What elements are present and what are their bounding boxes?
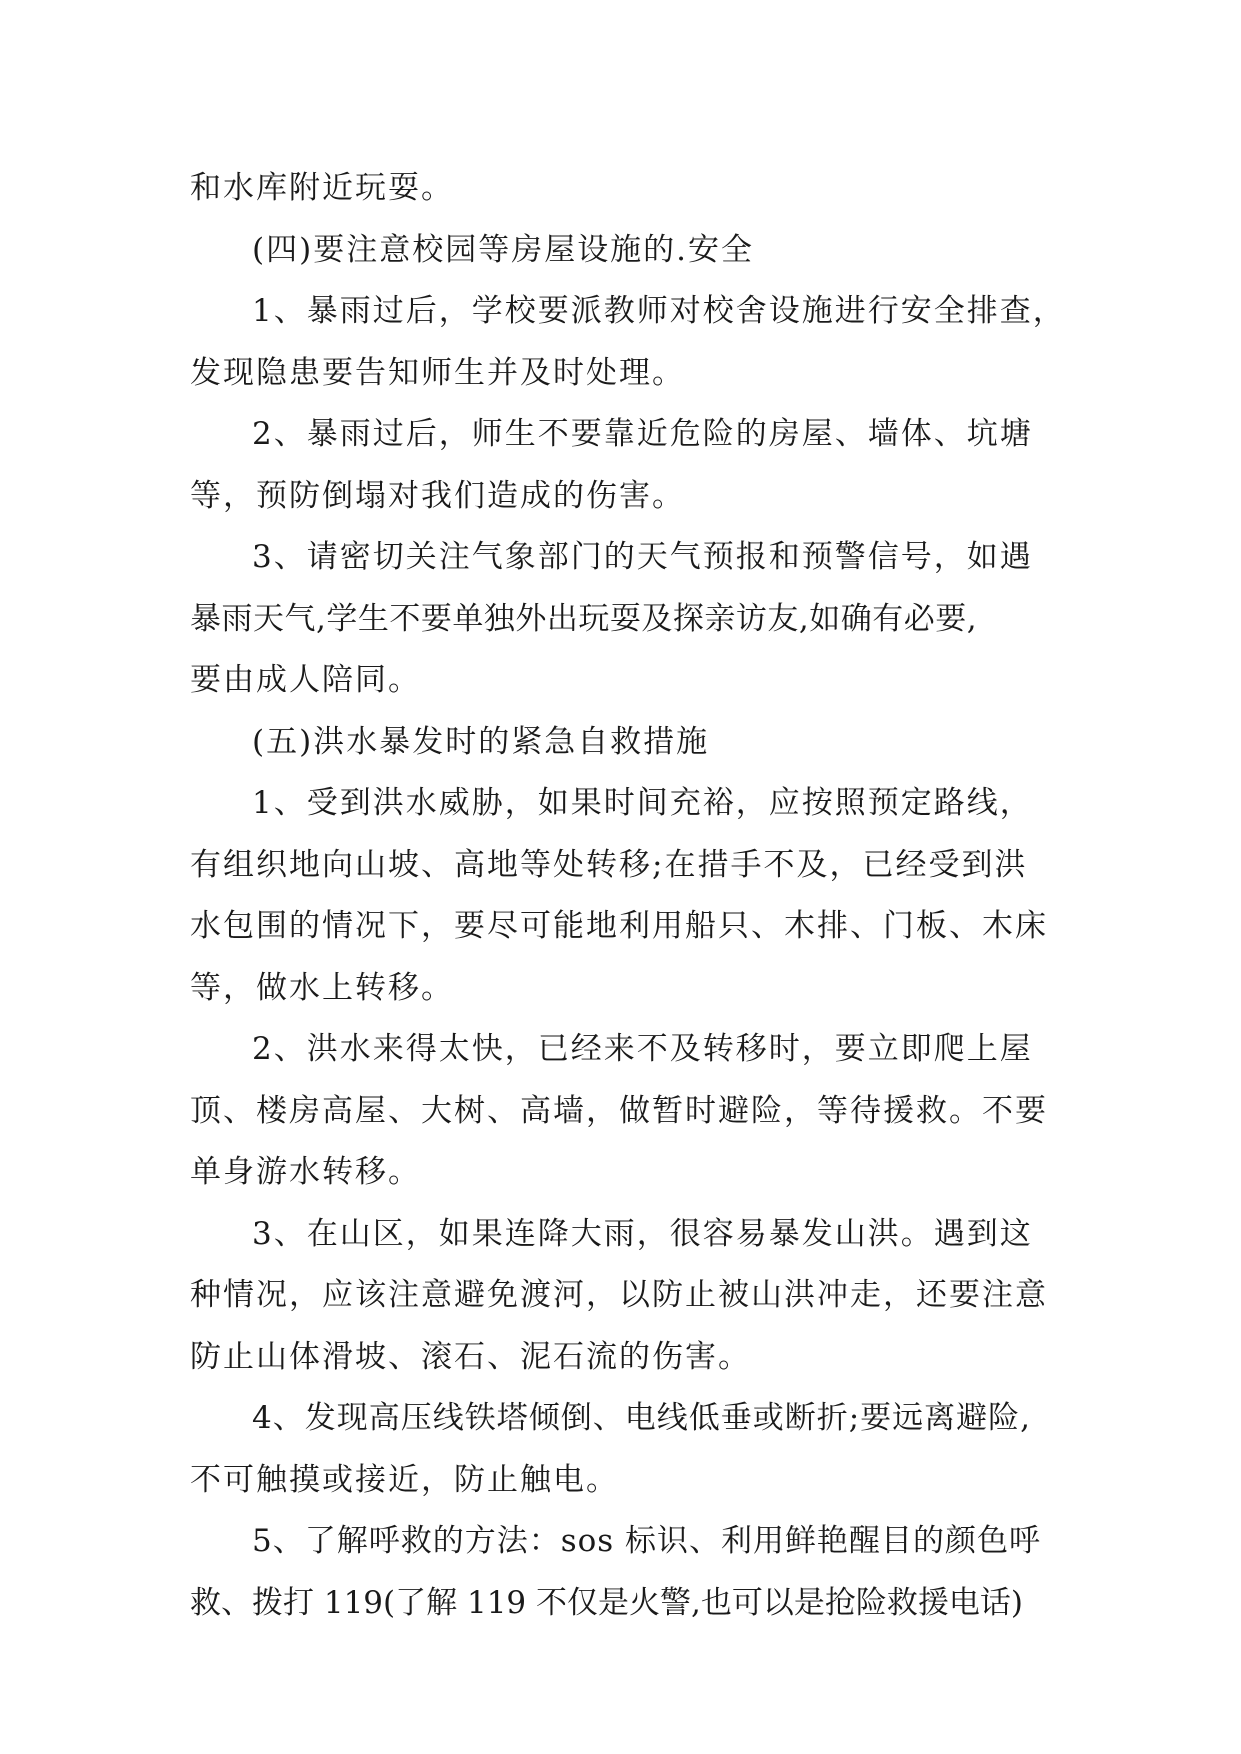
text-line: 单身游水转移。	[190, 1154, 421, 1190]
text-line: 4、发现高压线铁塔倾倒、电线低垂或断折;要远离避险,	[252, 1400, 1032, 1436]
text-line: 不可触摸或接近，防止触电。	[190, 1461, 619, 1498]
text-line: 5、了解呼救的方法：sos 标识、利用鲜艳醒目的颜色呼	[252, 1523, 1042, 1559]
document-body	[190, 158, 1070, 1634]
text-line: 水包围的情况下，要尽可能地利用船只、木排、门板、木床	[190, 908, 1048, 944]
text-line: 有组织地向山坡、高地等处转移;在措手不及，已经受到洪	[190, 846, 1028, 883]
text-line: 救、拨打 119(了解 119 不仅是火警,也可以是抢险救援电话)	[190, 1584, 1023, 1621]
text-line: 2、洪水来得太快，已经来不及转移时，要立即爬上屋	[252, 1031, 1033, 1067]
section-heading: (四)要注意校园等房屋设施的.安全	[252, 231, 755, 268]
text-line: 2、暴雨过后，师生不要靠近危险的房屋、墙体、坑塘	[252, 416, 1033, 452]
text-line: 防止山体滑坡、滚石、泥石流的伤害。	[190, 1338, 751, 1375]
text-line: 和水库附近玩耍。	[190, 170, 454, 206]
section-heading: (五)洪水暴发时的紧急自救措施	[252, 723, 710, 760]
text-line: 1、暴雨过后，学校要派教师对校舍设施进行安全排查，	[252, 293, 1066, 329]
text-line: 3、在山区，如果连降大雨，很容易暴发山洪。遇到这	[252, 1215, 1033, 1252]
text-line: 要由成人陪同。	[190, 662, 421, 698]
text-line: 种情况，应该注意避免渡河，以防止被山洪冲走，还要注意	[190, 1277, 1048, 1313]
text-line: 3、请密切关注气象部门的天气预报和预警信号，如遇	[252, 539, 1033, 575]
text-line: 等，预防倒塌对我们造成的伤害。	[190, 477, 685, 514]
text-line: 1、受到洪水威胁，如果时间充裕，应按照预定路线，	[252, 785, 1033, 821]
text-line: 暴雨天气,学生不要单独外出玩耍及探亲访友,如确有必要,	[190, 600, 978, 637]
text-line: 等，做水上转移。	[190, 969, 454, 1006]
text-line: 顶、楼房高屋、大树、高墙，做暂时避险，等待援救。不要	[190, 1092, 1048, 1129]
text-line: 发现隐患要告知师生并及时处理。	[190, 354, 685, 391]
